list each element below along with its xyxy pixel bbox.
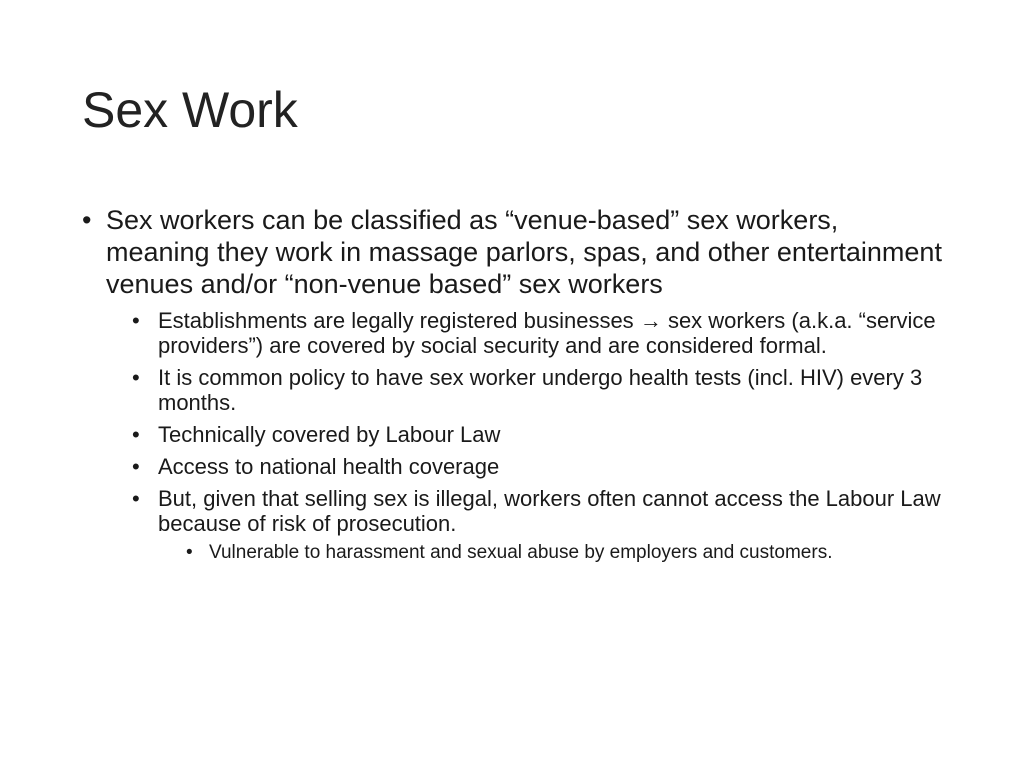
sub-bullet-text: But, given that selling sex is illegal, workers often cannot access the Labour Law because of risk of prosecution. xyxy=(158,486,941,536)
right-arrow-icon: → xyxy=(639,308,662,333)
sub-bullet-text: sex workers (a.k.a. “service providers”) are covered by social security and are considered formal. xyxy=(158,308,936,358)
sub-bullet-illegal xyxy=(82,486,942,536)
sub-bullet-text: Establishments are legally registered businesses xyxy=(158,308,634,333)
bullet-dot-icon: • xyxy=(132,308,140,333)
bullet-dot-icon: • xyxy=(186,542,193,563)
sub-bullet-labour-law xyxy=(82,422,942,447)
bullet-dot-icon: • xyxy=(82,205,92,235)
sub-bullet-text: It is common policy to have sex worker undergo health tests (incl. HIV) every 3 months. xyxy=(158,365,923,415)
bullet-dot-icon: • xyxy=(132,486,140,511)
sub-bullet-health-tests xyxy=(82,365,942,415)
sub-sub-bullet-text: Vulnerable to harassment and sexual abuse by employers and customers. xyxy=(209,542,833,563)
slide-body xyxy=(82,204,942,564)
slide-title: Sex Work xyxy=(82,82,298,138)
sub-bullet-text: Access to national health coverage xyxy=(158,454,500,479)
sub-bullet-establishments xyxy=(82,308,942,358)
bullet-dot-icon: • xyxy=(132,454,140,479)
sub-bullet-text: Technically covered by Labour Law xyxy=(158,422,501,447)
main-bullet xyxy=(82,204,942,300)
sub-bullet-health-coverage xyxy=(82,454,942,479)
bullet-dot-icon: • xyxy=(132,422,140,447)
bullet-dot-icon: • xyxy=(132,365,140,390)
main-bullet-text: Sex workers can be classified as “venue-based” sex workers, meaning they work in massage parlors, spas, and other entertainment venues and/or “non-venue based” sex workers xyxy=(106,205,942,299)
sub-sub-bullet-vulnerable xyxy=(82,542,942,564)
